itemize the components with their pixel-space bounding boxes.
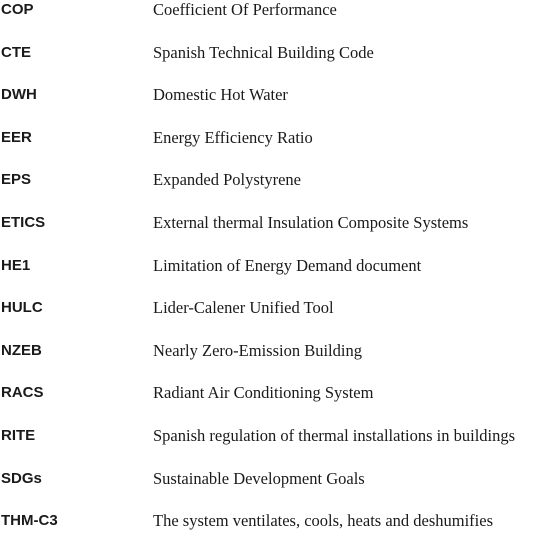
abbreviation-term: NZEB — [1, 341, 42, 359]
abbreviation-definition: Spanish Technical Building Code — [153, 42, 374, 62]
abbreviation-term: CTE — [1, 43, 31, 61]
abbreviation-row — [0, 43, 558, 86]
abbreviation-row — [0, 341, 558, 384]
abbreviation-row — [0, 256, 558, 299]
abbreviation-row — [0, 383, 558, 426]
abbreviation-row — [0, 426, 558, 469]
abbreviation-row — [0, 128, 558, 171]
abbreviation-definition: Coefficient Of Performance — [153, 0, 337, 19]
abbreviation-term: EER — [1, 128, 32, 146]
abbreviation-row — [0, 170, 558, 213]
abbreviation-definition: Nearly Zero-Emission Building — [153, 340, 362, 360]
abbreviation-row — [0, 469, 558, 512]
abbreviation-term: THM-C3 — [1, 512, 58, 530]
abbreviation-term: RACS — [1, 384, 44, 402]
abbreviation-term: COP — [1, 1, 34, 18]
abbreviation-definition: Limitation of Energy Demand document — [153, 255, 422, 275]
abbreviation-term: HE1 — [1, 256, 31, 274]
abbreviation-term: RITE — [1, 426, 36, 444]
abbreviation-definition: External thermal Insulation Composite Systems — [153, 212, 469, 232]
abbreviation-definition: Sustainable Development Goals — [153, 468, 365, 488]
abbreviation-term: EPS — [1, 171, 32, 189]
abbreviation-row — [0, 213, 558, 256]
abbreviation-term: SDGs — [1, 469, 42, 487]
abbreviation-row — [0, 0, 558, 43]
abbreviation-definition: The system ventilates, cools, heats and deshumifies — [153, 511, 494, 531]
abbreviation-term: ETICS — [1, 213, 46, 231]
abbreviation-definition: Spanish regulation of thermal installations in buildings — [153, 425, 516, 445]
abbreviation-definition: Energy Efficiency Ratio — [153, 127, 313, 147]
abbreviation-definition: Lider-Calener Unified Tool — [153, 298, 334, 318]
abbreviation-definition: Radiant Air Conditioning System — [153, 383, 374, 403]
abbreviation-row — [0, 511, 558, 554]
abbreviation-row — [0, 298, 558, 341]
abbreviation-definition: Domestic Hot Water — [153, 85, 288, 105]
abbreviation-term: HULC — [1, 299, 43, 317]
abbreviation-term: DWH — [1, 86, 37, 104]
abbreviation-row — [0, 85, 558, 128]
abbreviation-definition: Expanded Polystyrene — [153, 170, 302, 190]
